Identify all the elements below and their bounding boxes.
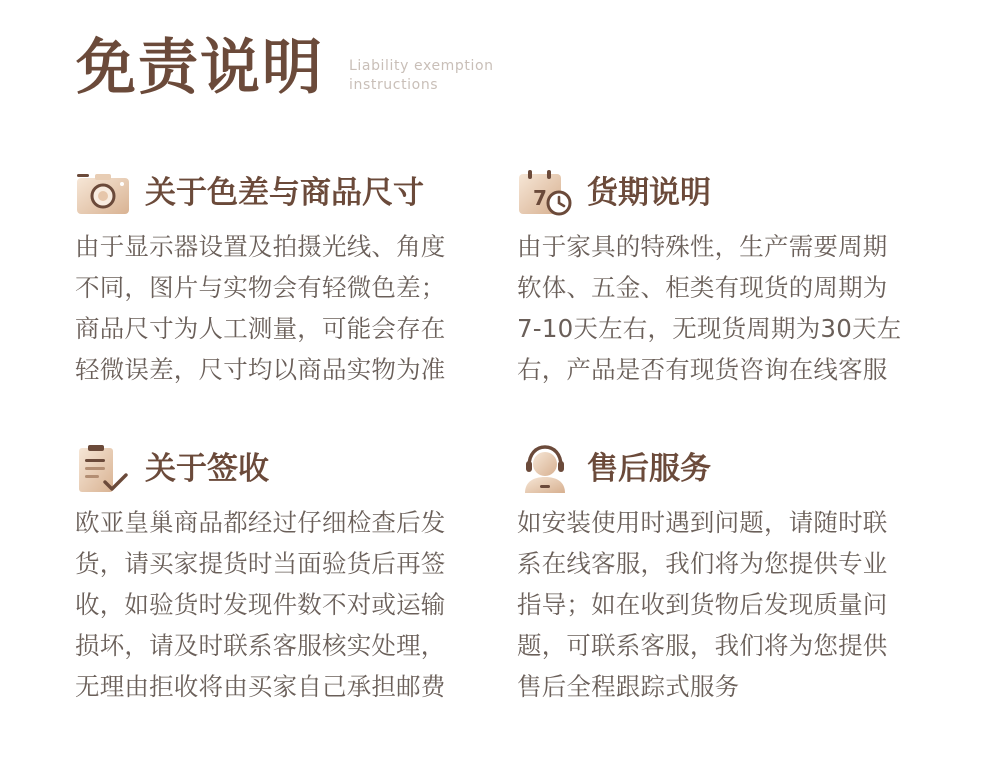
clipboard-check-icon: [75, 444, 131, 494]
section-title: 货期说明: [587, 175, 711, 211]
body-line: 欧亚皇巢商品都经过仔细检查后发: [75, 508, 446, 537]
section-title: 关于签收: [145, 451, 269, 487]
body-line: 损坏，请及时联系客服核实处理，: [75, 631, 446, 660]
calendar-clock-icon: [517, 168, 573, 218]
body-line: 如安装使用时遇到问题，请随时联: [517, 508, 888, 537]
body-line: 软体、五金、柜类有现货的周期为: [517, 273, 888, 302]
body-line: 商品尺寸为人工测量，可能会存在: [75, 314, 446, 343]
subtitle-line: instructions: [349, 77, 439, 93]
section-color-size: [75, 168, 495, 384]
section-body: [517, 226, 937, 390]
section-header: [517, 444, 937, 494]
body-line: 系在线客服，我们将为您提供专业: [517, 549, 888, 578]
page-subtitle: [349, 57, 494, 95]
section-header: [75, 444, 495, 494]
body-line: 由于显示器设置及拍摄光线、角度: [75, 232, 446, 261]
body-line: 指导；如在收到货物后发现质量问: [517, 590, 888, 619]
camera-icon: [75, 168, 131, 218]
subtitle-line: Liability exemption: [349, 58, 494, 74]
body-line: 右，产品是否有现货咨询在线客服: [517, 355, 888, 384]
body-line: 货，请买家提货时当面验货后再签: [75, 549, 446, 578]
section-signing: [75, 444, 495, 701]
section-header: [75, 168, 495, 218]
section-body: [517, 502, 937, 707]
body-line: 不同，图片与实物会有轻微色差；: [75, 273, 446, 302]
section-title: 售后服务: [587, 451, 711, 487]
calendar-number: 7: [533, 186, 547, 210]
body-line: 无理由拒收将由买家自己承担邮费: [75, 672, 446, 701]
section-body: [75, 502, 495, 707]
customer-service-icon: [517, 444, 573, 494]
section-title: 关于色差与商品尺寸: [145, 175, 424, 211]
section-header: [517, 168, 937, 218]
section-delivery: [517, 168, 937, 384]
body-line: 7-10天左右，无现货周期为30天左: [517, 314, 902, 343]
page-title: 免责说明: [76, 33, 324, 103]
section-after-sales: [517, 444, 937, 701]
body-line: 售后全程跟踪式服务: [517, 672, 740, 701]
body-line: 题，可联系客服，我们将为您提供: [517, 631, 888, 660]
body-line: 由于家具的特殊性，生产需要周期: [517, 232, 888, 261]
body-line: 收，如验货时发现件数不对或运输: [75, 590, 446, 619]
section-body: [75, 226, 495, 390]
body-line: 轻微误差，尺寸均以商品实物为准: [75, 355, 446, 384]
